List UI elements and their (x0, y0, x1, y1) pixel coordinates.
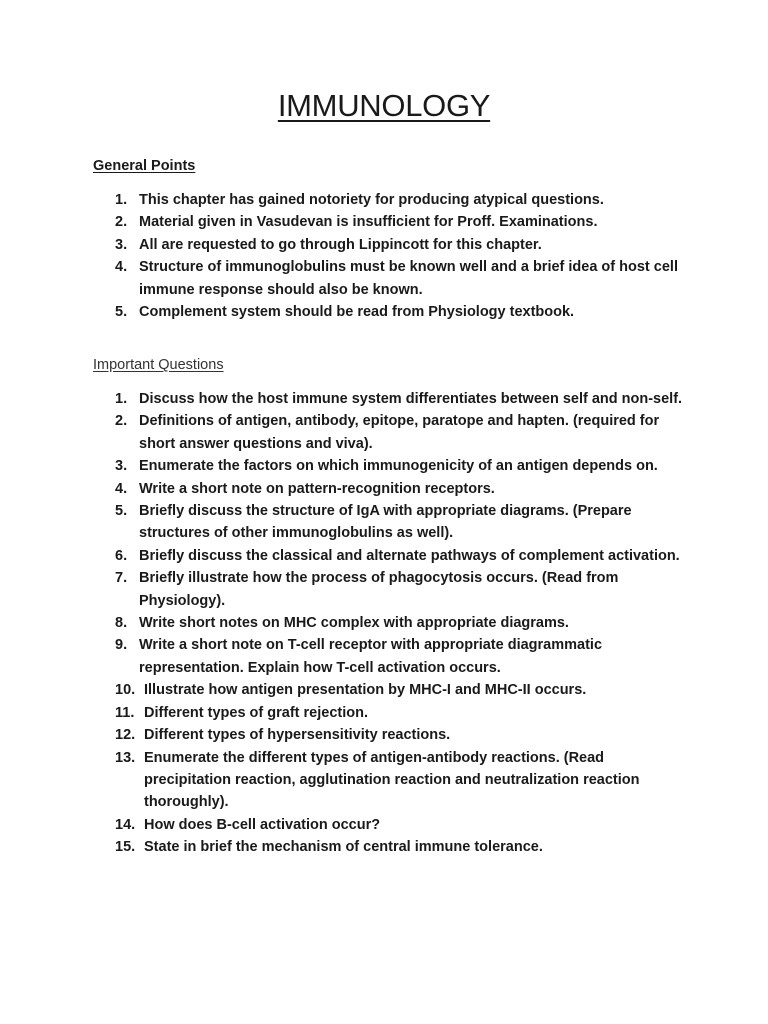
item-number: 8. (115, 615, 128, 632)
item-number: 3. (115, 236, 128, 253)
item-text: How does B-cell activation occur? (144, 816, 381, 833)
list-item (115, 234, 685, 256)
item-text: Structure of immunoglobulins must be known well and a brief idea of host cell immune response should also be known. (139, 259, 678, 298)
item-text: State in brief the mechanism of central immune tolerance. (144, 839, 543, 856)
item-number: 3. (115, 458, 128, 475)
list-item (115, 189, 685, 211)
item-number: 1. (115, 192, 128, 208)
item-number: 5. (115, 304, 128, 321)
item-text: Briefly illustrate how the process of phagocytosis occurs. (Read from Physiology). (139, 570, 619, 609)
list-item (115, 211, 685, 233)
item-text: This chapter has gained notoriety for producing atypical questions. (139, 192, 604, 208)
general-points-heading: General Points (93, 158, 196, 174)
item-text: Briefly discuss the structure of IgA with appropriate diagrams. (Prepare structures of other immunoglobulins as well). (139, 503, 632, 542)
item-text: Material given in Vasudevan is insufficient for Proff. Examinations. (139, 214, 598, 231)
item-text: Different types of graft rejection. (144, 704, 368, 721)
item-text: Illustrate how antigen presentation by MHC-I and MHC-II occurs. (144, 682, 587, 699)
page-title: IMMUNOLOGY (277, 88, 491, 123)
important-questions-list (115, 388, 685, 859)
item-number: 5. (115, 503, 128, 520)
item-number: 15. (115, 839, 136, 856)
item-number: 4. (115, 480, 128, 497)
item-number: 2. (115, 214, 128, 231)
list-item (115, 500, 685, 545)
item-number: 4. (115, 259, 128, 276)
list-item (115, 612, 685, 634)
list-item (115, 545, 685, 567)
list-item (115, 388, 685, 410)
list-item (115, 256, 685, 301)
general-points-list (115, 189, 685, 323)
item-text: Write a short note on pattern-recognition receptors. (139, 480, 495, 497)
item-number: 2. (115, 413, 128, 430)
item-number: 6. (115, 547, 128, 564)
item-number: 11. (115, 704, 135, 721)
important-questions-heading: Important Questions (93, 357, 224, 373)
item-text: All are requested to go through Lippincott for this chapter. (139, 236, 542, 253)
item-number: 9. (115, 637, 128, 654)
list-item (115, 410, 685, 455)
list-item (115, 301, 685, 323)
list-item (115, 679, 685, 701)
list-item (115, 836, 685, 858)
item-text: Write short notes on MHC complex with appropriate diagrams. (139, 615, 569, 632)
list-item (115, 724, 685, 746)
item-text: Complement system should be read from Physiology textbook. (139, 304, 575, 321)
item-text: Briefly discuss the classical and alternate pathways of complement activation. (139, 547, 680, 564)
list-item (115, 702, 685, 724)
item-number: 12. (115, 727, 136, 744)
item-text: Enumerate the different types of antigen-antibody reactions. (Read precipitation reaction, agglutination reaction and neutralization reaction thoroughly). (144, 749, 640, 811)
item-text: Different types of hypersensitivity reactions. (144, 727, 451, 744)
item-text: Definitions of antigen, antibody, epitope, paratope and hapten. (required for short answer questions and viva). (139, 413, 660, 452)
list-item (115, 747, 685, 814)
item-text: Discuss how the host immune system differentiates between self and non-self. (139, 391, 683, 407)
list-item (115, 634, 685, 679)
item-number: 14. (115, 816, 136, 833)
list-item (115, 478, 685, 500)
item-text: Write a short note on T-cell receptor with appropriate diagrammatic representation. Explain how T-cell activation occurs. (139, 637, 603, 676)
list-item (115, 455, 685, 477)
item-number: 13. (115, 749, 136, 766)
item-number: 10. (115, 682, 136, 699)
item-number: 7. (115, 570, 128, 587)
list-item (115, 814, 685, 836)
list-item (115, 567, 685, 612)
item-text: Enumerate the factors on which immunogenicity of an antigen depends on. (139, 458, 658, 475)
item-number: 1. (115, 391, 128, 407)
